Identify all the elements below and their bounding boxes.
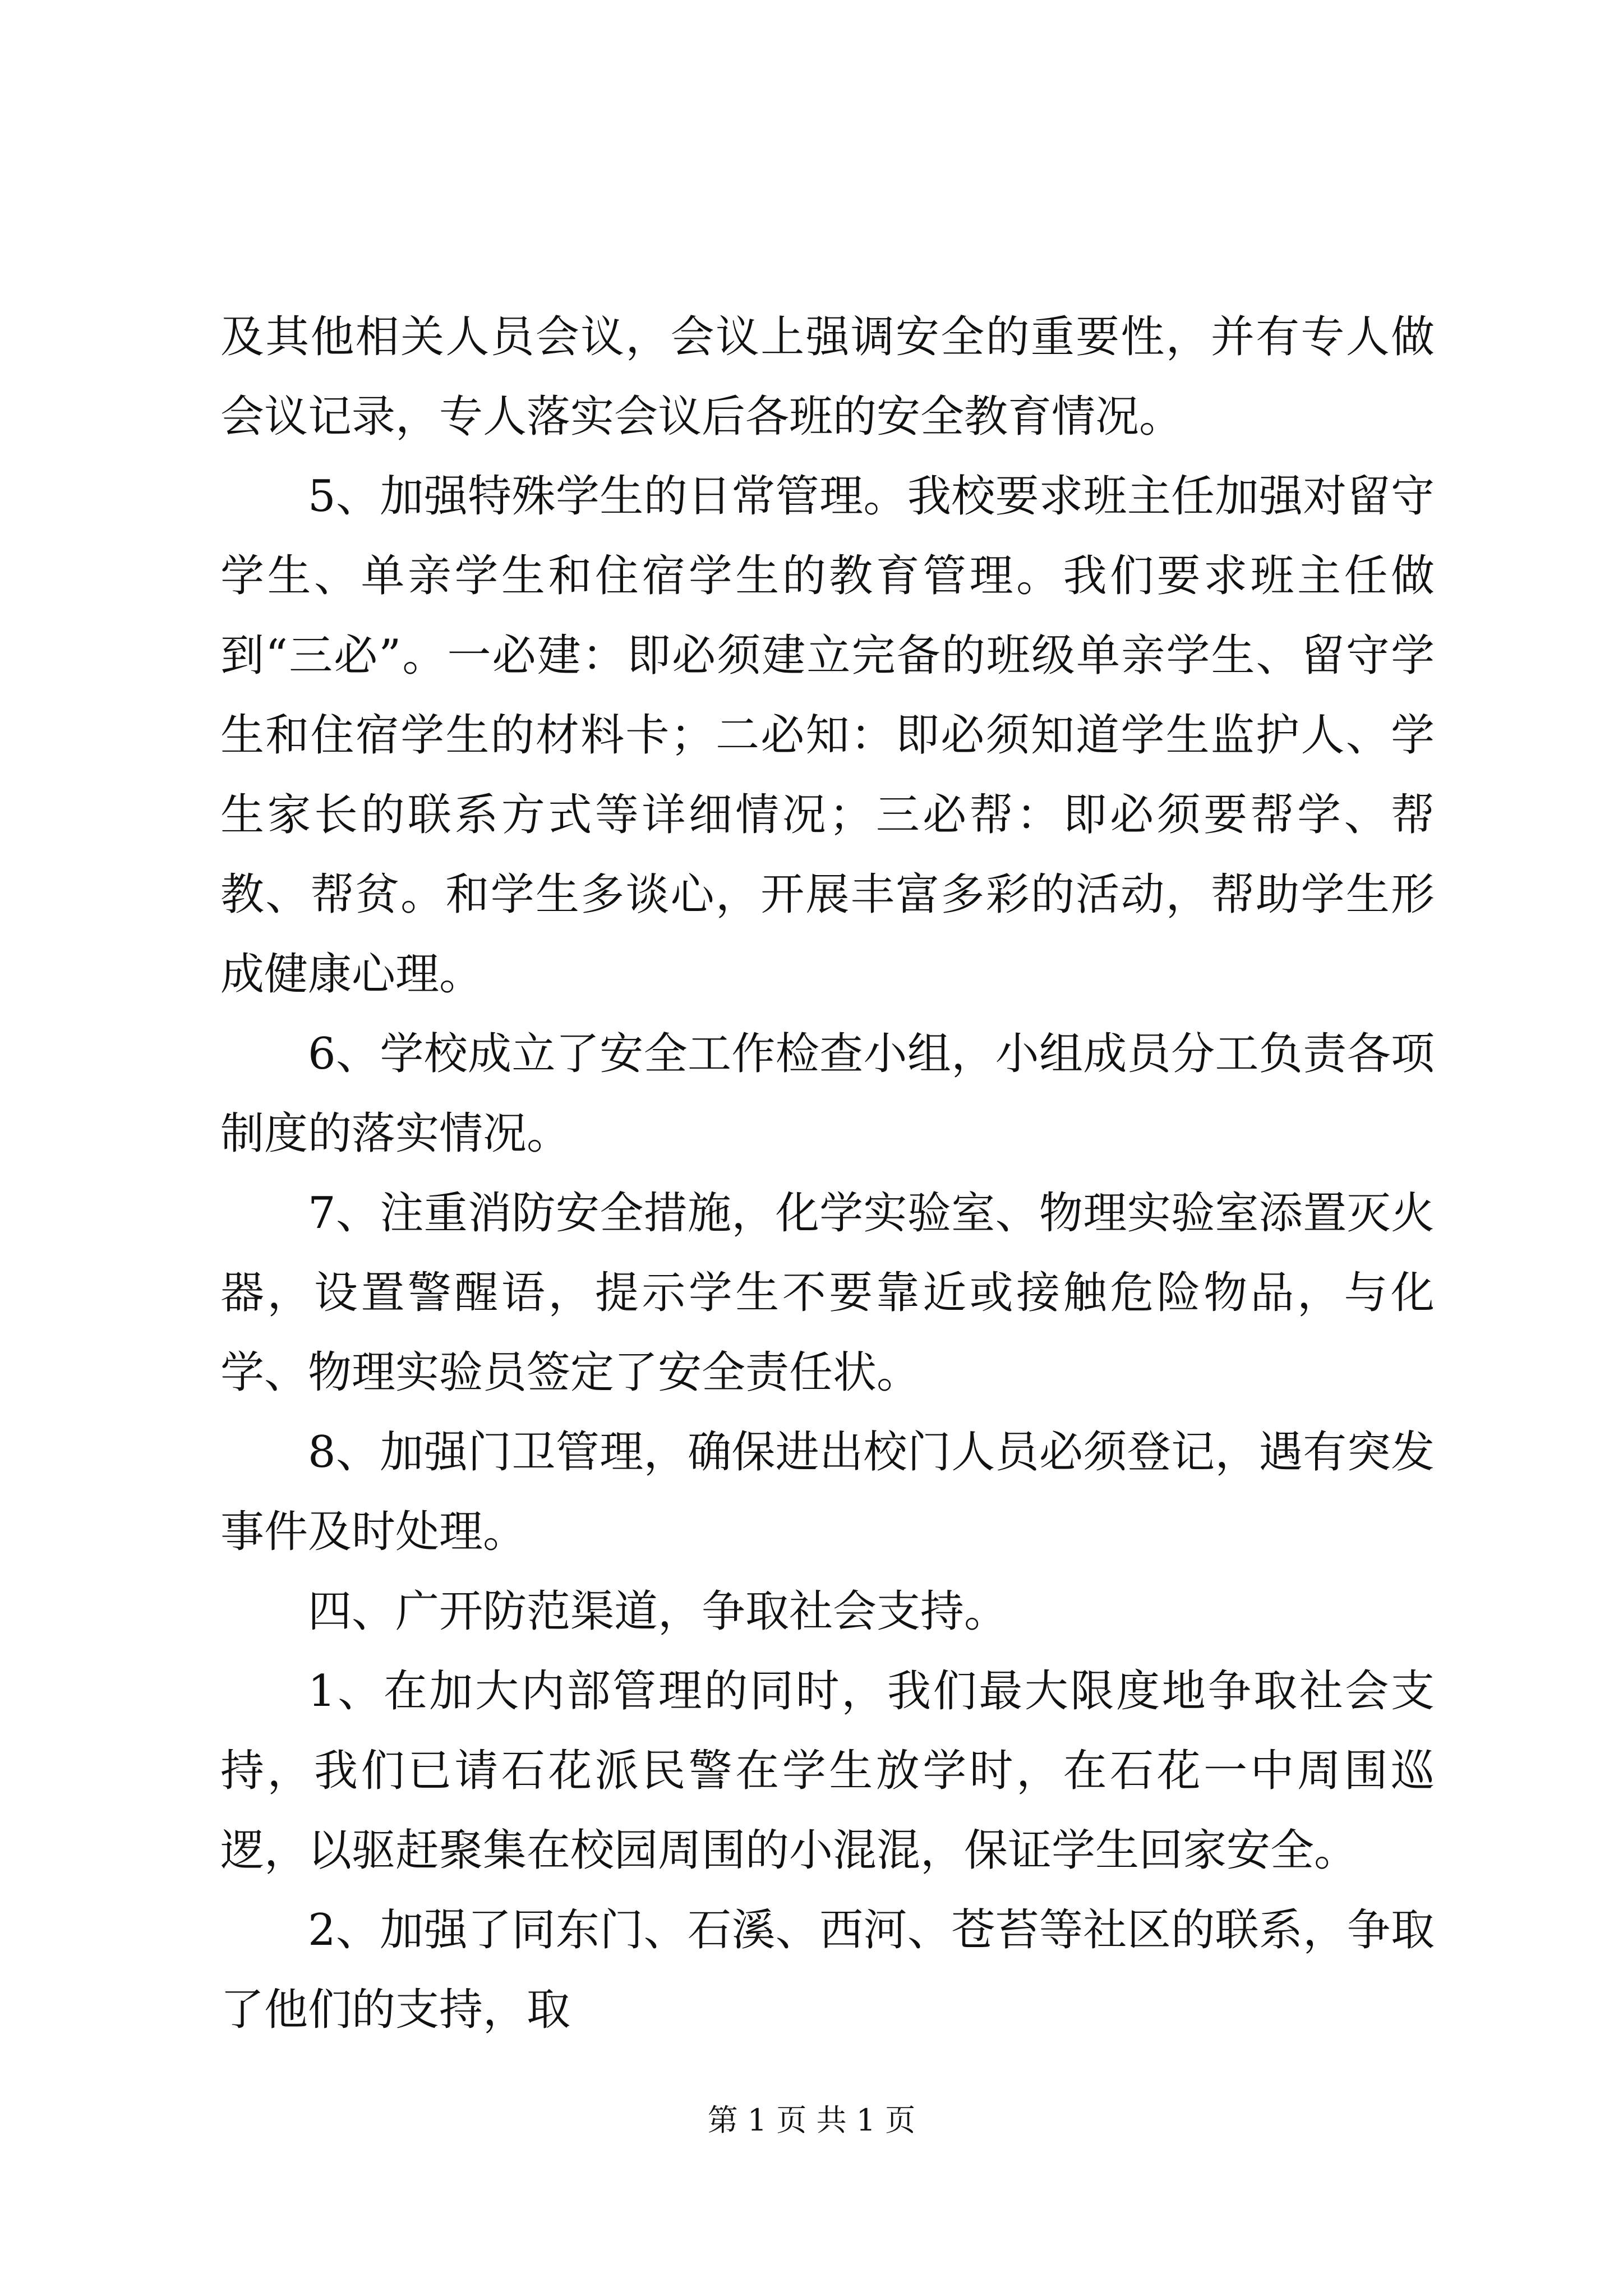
paragraph-7: 2、加强了同东门、石溪、西河、苍苔等社区的联系，争取了他们的支持，取 xyxy=(220,1905,1435,2035)
paragraph-2: 5、加强特殊学生的日常管理。我校要求班主任加强对留守学生、单亲学生和住宿学生的教育管理。我们要求班主任做到“三必”。一必建：即必须建立完备的班级单亲学生、留守学生和住宿学生的材料卡；二必知：即必须知道学生监护人、学生家长的联系方式等详细情况；三必帮：即必须要帮学、帮教、帮贫。和学生多谈心，开展丰富多彩的活动，帮助学生形成健康心理。 xyxy=(220,471,1435,1000)
paragraph-6: 1、在加大内部管理的同时，我们最大限度地争取社会支持，我们已请石花派民警在学生放学时，在石花一中周围巡逻，以驱赶聚集在校园周围的小混混，保证学生回家安全。 xyxy=(220,1666,1435,1876)
paragraph-3: 6、学校成立了安全工作检查小组，小组成员分工负责各项制度的落实情况。 xyxy=(220,1029,1435,1159)
document-body xyxy=(220,297,1435,2050)
paragraph-4: 7、注重消防安全措施，化学实验室、物理实验室添置灭火器，设置警醒语，提示学生不要靠近或接触危险物品，与化学、物理实验员签定了安全责任状。 xyxy=(220,1188,1435,1398)
paragraph-5: 8、加强门卫管理，确保进出校门人员必须登记，遇有突发事件及时处理。 xyxy=(220,1427,1435,1557)
section-heading: 四、广开防范渠道，争取社会支持。 xyxy=(308,1586,1008,1637)
page-footer: 第 1 页 共 1 页 xyxy=(707,2102,916,2138)
paragraph-1: 及其他相关人员会议，会议上强调安全的重要性，并有专人做会议记录，专人落实会议后各班的安全教育情况。 xyxy=(220,312,1435,442)
